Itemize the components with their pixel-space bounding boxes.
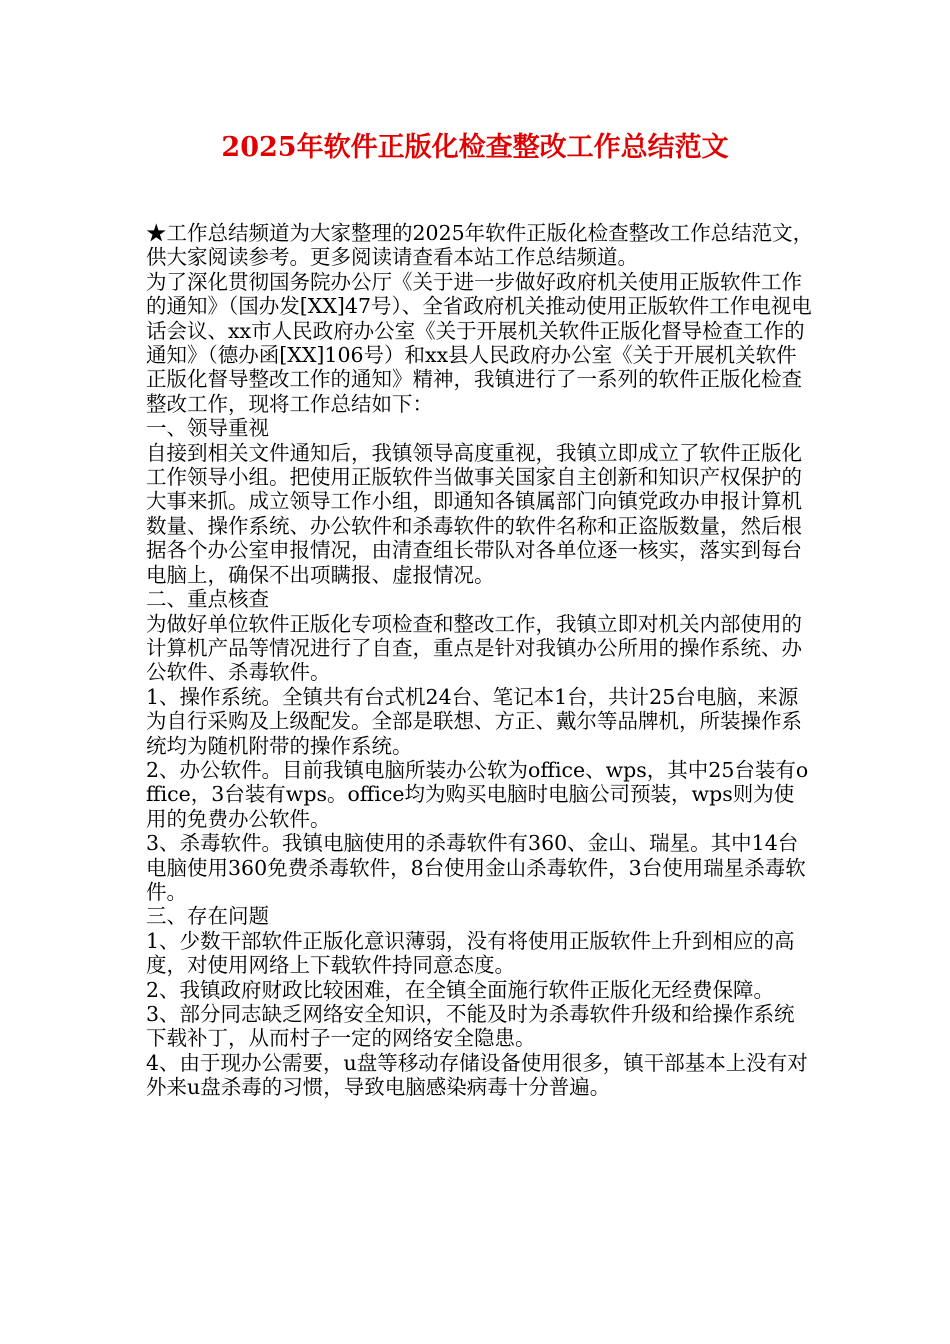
list-item-problem-funding: 2、我镇政府财政比较困难，在全镇全面施行软件正版化无经费保障。: [146, 977, 775, 1002]
list-item-problem-awareness: 1、少数干部软件正版化意识薄弱，没有将使用正版软件上升到相应的高度，对使用网络上下载软件持同意态度。: [146, 928, 795, 978]
list-item-operating-system: 1、操作系统。全镇共有台式机24台、笔记本1台，共计25台电脑，来源为自行采购及上级配发。全部是联想、方正、戴尔等品牌机，所装操作系统均为随机附带的操作系统。: [146, 684, 802, 758]
paragraph-background: 为了深化贯彻国务院办公厅《关于进一步做好政府机关使用正版软件工作的通知》（国办发[XX]47号）、全省政府机关推动使用正版软件工作电视电话会议、xx市人民政府办公室《关于开展机关软件正版化督导检查工作的通知》（德办函[XX]106号）和xx县人民政府办公室《关于开展机关软件正版化督导整改工作的通知》精神，我镇进行了一系列的软件正版化检查整改工作，现将工作总结如下：: [146, 269, 812, 416]
paragraph-inspection: 为做好单位软件正版化专项检查和整改工作，我镇立即对机关内部使用的计算机产品等情况进行了自查，重点是针对我镇办公所用的操作系统、办公软件、杀毒软件。: [146, 611, 802, 685]
document-title: 2025年软件正版化检查整改工作总结范文: [221, 132, 729, 163]
section-heading-problems: 三、存在问题: [146, 904, 269, 929]
list-item-problem-usb: 4、由于现办公需要，u盘等移动存储设备使用很多，镇干部基本上没有对外来u盘杀毒的习惯，导致电脑感染病毒十分普遍。: [146, 1050, 808, 1100]
list-item-office-software: 2、办公软件。目前我镇电脑所装办公软为office、wps，其中25台装有office，3台装有wps。office均为购买电脑时电脑公司预装，wps则为使用的免费办公软件。: [146, 757, 809, 831]
list-item-antivirus: 3、杀毒软件。我镇电脑使用的杀毒软件有360、金山、瑞星。其中14台电脑使用360免费杀毒软件，8台使用金山杀毒软件，3台使用瑞星杀毒软件。: [146, 831, 806, 904]
paragraph-intro: ★工作总结频道为大家整理的2025年软件正版化检查整改工作总结范文，供大家阅读参考。更多阅读请查看本站工作总结频道。: [146, 221, 814, 270]
document-body: [146, 221, 814, 1100]
section-heading-leadership: 一、领导重视: [146, 416, 269, 441]
paragraph-leadership: 自接到相关文件通知后，我镇领导高度重视，我镇立即成立了软件正版化工作领导小组。把使用正版软件当做事关国家自主创新和知识产权保护的大事来抓。成立领导工作小组，即通知各镇属部门向镇党政办申报计算机数量、操作系统、办公软件和杀毒软件的软件名称和正盗版数量，然后根据各个办公室申报情况，由清查组长带队对各单位逐一核实，落实到每台电脑上，确保不出项瞒报、虚报情况。: [146, 440, 802, 587]
list-item-problem-security: 3、部分同志缺乏网络安全知识，不能及时为杀毒软件升级和给操作系统下载补丁，从而村子一定的网络安全隐患。: [146, 1002, 795, 1051]
section-heading-inspection: 二、重点核查: [146, 587, 269, 612]
